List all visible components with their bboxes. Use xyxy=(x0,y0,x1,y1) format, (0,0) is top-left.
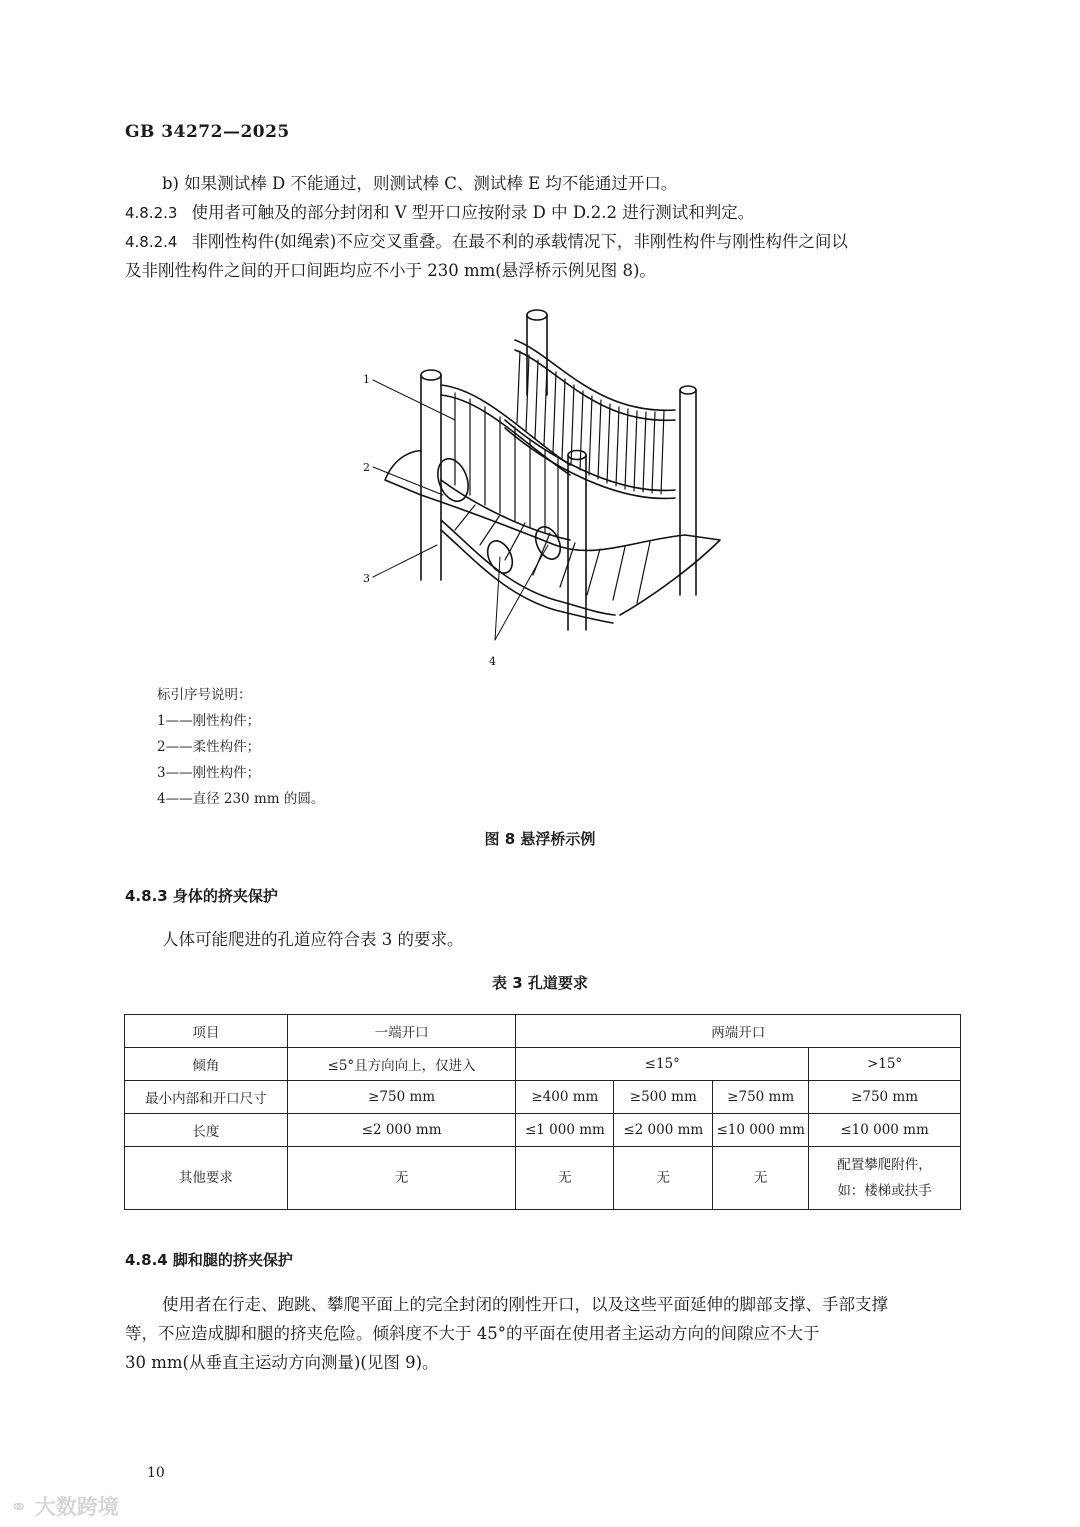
clause-4824-line2: 及非刚性构件之间的开口间距均应不小于 230 mm(悬浮桥示例见图 8)。 xyxy=(125,261,656,280)
section-4-8-4-line3: 30 mm(从垂直主运动方向测量)(见图 9)。 xyxy=(125,1353,439,1372)
row-label-other: 其他要求 xyxy=(125,1147,288,1210)
header-item: 项目 xyxy=(125,1015,288,1048)
section-4-8-4-title: 4.8.4 脚和腿的挤夹保护 xyxy=(125,1251,293,1269)
cell: 无 xyxy=(516,1147,614,1210)
callout-2: 2 xyxy=(363,461,370,474)
cell: ≥400 mm xyxy=(516,1081,614,1114)
cell: 无 xyxy=(614,1147,713,1210)
figure-caption: 图 8 悬浮桥示例 xyxy=(484,830,596,848)
cell: ≤1 000 mm xyxy=(516,1114,614,1147)
clause-text: 使用者可触及的部分封闭和 V 型开口应按附录 D 中 D.2.2 进行测试和判定。 xyxy=(191,203,755,222)
cell: ≤10 000 mm xyxy=(809,1114,961,1147)
cell: ≤2 000 mm xyxy=(287,1114,516,1147)
cell: 无 xyxy=(287,1147,516,1210)
watermark xyxy=(10,1491,119,1521)
page-number: 10 xyxy=(147,1465,165,1481)
cell: ≥750 mm xyxy=(287,1081,516,1114)
cell: ≥500 mm xyxy=(614,1081,713,1114)
table-row xyxy=(125,1048,961,1081)
standard-number: GB 34272—2025 xyxy=(125,122,290,142)
key-item-1: 1——刚性构件； xyxy=(157,713,261,729)
clause-4823 xyxy=(125,199,754,227)
row-label-size: 最小内部和开口尺寸 xyxy=(125,1081,288,1114)
paragraph-b: b) 如果测试棒 D 不能通过，则测试棒 C、测试棒 E 均不能通过开口。 xyxy=(162,174,678,193)
clause-number: 4.8.2.4 xyxy=(125,233,178,251)
cell xyxy=(809,1147,961,1210)
cell: ≤5°且方向向上，仅进入 xyxy=(287,1048,516,1081)
cell: ≥750 mm xyxy=(713,1081,809,1114)
key-title: 标引序号说明： xyxy=(157,687,252,703)
row-label-length: 长度 xyxy=(125,1114,288,1147)
table-caption: 表 3 孔道要求 xyxy=(492,974,588,992)
section-4-8-4-line1: 使用者在行走、跑跳、攀爬平面上的完全封闭的刚性开口，以及这些平面延伸的脚部支撑、手部支撑 xyxy=(162,1295,888,1314)
table-row xyxy=(125,1147,961,1210)
header-one-end: 一端开口 xyxy=(287,1015,516,1048)
watermark-text: 大数跨境 xyxy=(34,1495,119,1519)
watermark-logo-icon: ⚭ xyxy=(10,1495,28,1519)
clause-text-line1: 非刚性构件(如绳索)不应交叉重叠。在最不利的承载情况下，非刚性构件与刚性构件之间以 xyxy=(191,232,848,251)
key-item-4: 4——直径 230 mm 的圆。 xyxy=(157,791,325,807)
cell: >15° xyxy=(809,1048,961,1081)
callout-3: 3 xyxy=(363,572,370,585)
cell: ≤10 000 mm xyxy=(713,1114,809,1147)
cell-line: 配置攀爬附件， xyxy=(837,1157,932,1173)
channel-requirements-table xyxy=(124,1014,961,1210)
row-label-angle: 倾角 xyxy=(125,1048,288,1081)
cell: ≤2 000 mm xyxy=(614,1114,713,1147)
table-row xyxy=(125,1081,961,1114)
table-row xyxy=(125,1015,961,1048)
section-4-8-3-text: 人体可能爬进的孔道应符合表 3 的要求。 xyxy=(162,930,464,949)
cell: 无 xyxy=(713,1147,809,1210)
section-4-8-4-line2: 等，不应造成脚和腿的挤夹危险。倾斜度不大于 45°的平面在使用者主运动方向的间隙应不大于 xyxy=(125,1324,820,1343)
key-item-3: 3——刚性构件； xyxy=(157,765,261,781)
callout-4: 4 xyxy=(489,655,496,668)
clause-number: 4.8.2.3 xyxy=(125,204,178,222)
header-two-ends: 两端开口 xyxy=(516,1015,961,1048)
table-row xyxy=(125,1114,961,1147)
callout-1: 1 xyxy=(363,373,370,386)
section-4-8-3-title: 4.8.3 身体的挤夹保护 xyxy=(125,887,278,905)
cell: ≥750 mm xyxy=(809,1081,961,1114)
key-item-2: 2——柔性构件； xyxy=(157,739,261,755)
suspension-bridge-figure xyxy=(355,295,735,675)
cell-line: 如：楼梯或扶手 xyxy=(837,1183,932,1199)
clause-4824 xyxy=(125,228,848,256)
cell: ≤15° xyxy=(516,1048,809,1081)
